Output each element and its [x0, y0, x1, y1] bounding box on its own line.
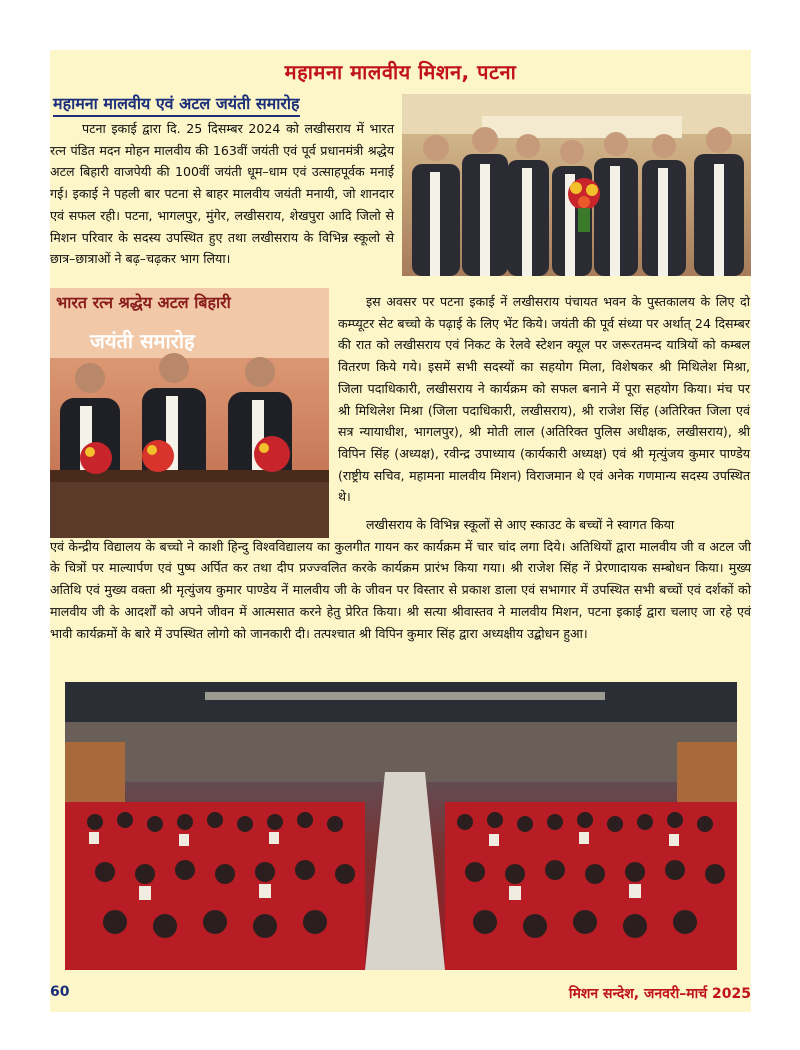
- banner-text: भारत रत्न श्रद्धेय अटल बिहारी: [56, 293, 231, 312]
- photo-auditorium-image: [65, 682, 737, 970]
- photo-auditorium-audience: [65, 682, 737, 970]
- photo-felicitation: [402, 94, 751, 276]
- photo-stage-dignitaries: [50, 288, 329, 538]
- section-title: महामना मालवीय एवं अटल जयंती समारोह: [53, 92, 300, 117]
- paragraph-program-lead: लखीसराय के विभिन्न स्कूलों से आए स्काउट के बच्चों ने स्वागत किया: [366, 517, 675, 532]
- banner-text-2: जयंती समारोह: [90, 329, 195, 353]
- paragraph-program-body: एवं केन्द्रीय विद्यालय के बच्चो ने काशी हिन्दु विश्वविद्यालय का कुलगीत गायन कर कार्यक्रम में चार चांद लगा दिये। अतिथियों द्वारा मालवीय जी व अटल जी के चित्रों पर माल्यार्पण एवं पुष्प अर्पित कर तथा दीप प्रज्ज्वलित करके कार्यक्रम प्रारंभ किया गया। श्री राजेश सिंह नें प्रेरणादायक सम्बोधन किया। मुख्य अतिथि एवं मुख्य वक्ता श्री मृत्युंजय कुमार पाण्डेय नें मालवीय जी के जीवन पर विस्तार से प्रकाश डाला एवं सभागार में उपस्थित सभी बच्चों एवं दर्शकों को मालवीय जी के आदर्शों को अपने जीवन में आत्मसात करने हेतु प्रेरित किया। श्री सत्या श्रीवास्तव ने मालवीय मिशन, पटना इकाई द्वारा चलाए जा रहे एवं भावी कार्यक्रमों के बारे में उपस्थित लोगो को जानकारी दी। तत्पश्चात श्री विपिन कुमार सिंह द्वारा अध्यक्षीय उद्बोधन हुआ।: [50, 538, 751, 641]
- paragraph-intro: पटना इकाई द्वारा दि. 25 दिसम्बर 2024 को लखीसराय में भारत रत्न पंडित मदन मोहन मालवीय की 163वीं जयंती एवं पूर्व प्रधानमंत्री श्रद्धेय अटल बिहारी वाजपेयी की 100वीं जयंती धूम–धाम एवं उत्साहपूर्वक मनाई गई। इकाई ने पहली बार पटना से बाहर मालवीय जयंती मनायी, जो शानदार एवं सफल रही। पटना, भागलपुर, मुंगेर, लखीसराय, शेखपुरा आदि जिलो से मिशन परिवार के सदस्य उपस्थित हुए तथा लखीसराय के विभिन्न स्कूलो से छात्र–छात्राओं ने बढ़–चढ़कर भाग लिया।: [50, 121, 394, 267]
- paragraph-occasion: इस अवसर पर पटना इकाई नें लखीसराय पंचायत भवन के पुस्तकालय के लिए दो कम्प्यूटर सेट बच्चो के पढ़ाई के लिए भेंट किये। जयंती की पूर्व संध्या पर अर्थात् 24 दिसम्बर की रात को लखीसराय एवं निकट के रेलवे स्टेशन क्यूल पर जरूरतमन्द यात्रियों को कम्बल वितरण किये गये। इसमें सभी सदस्यों का सहयोग मिला, विशेषकर श्री मिथिलेश मिश्रा, जिला पदाधिकारी, लखीसराय ने कार्यक्रम को सफल बनाने में पूरा सहयोग किया। मंच पर श्री मिथिलेश मिश्रा (जिला पदाधिकारी, लखीसराय), श्री राजेश सिंह (अतिरिक्त जिला एवं सत्र न्यायाधीश, भागलपुर), श्री मोती लाल (अतिरिक्त पुलिस अधीक्षक, लखीसराय), श्री विपिन सिंह (अध्यक्ष), रवीन्द्र उपाध्याय (कार्यकारी अध्यक्ष) एवं श्री मृत्युंजय कुमार पाण्डेय (राष्ट्रीय सचिव, महामना मालवीय मिशन) विराजमान थे एवं अनेक गणमान्य सदस्य उपस्थित थे।: [338, 294, 750, 505]
- paragraph-program: [50, 514, 751, 644]
- page: [50, 50, 751, 1012]
- page-heading: महामना मालवीय मिशन, पटना: [284, 60, 517, 84]
- publication-title: मिशन सन्देश, जनवरी–मार्च 2025: [568, 986, 751, 1002]
- page-footer: [50, 984, 751, 1008]
- photo-felicitation-image: [402, 94, 751, 276]
- photo-stage-image: [50, 288, 329, 538]
- page-number: 60: [50, 984, 70, 1000]
